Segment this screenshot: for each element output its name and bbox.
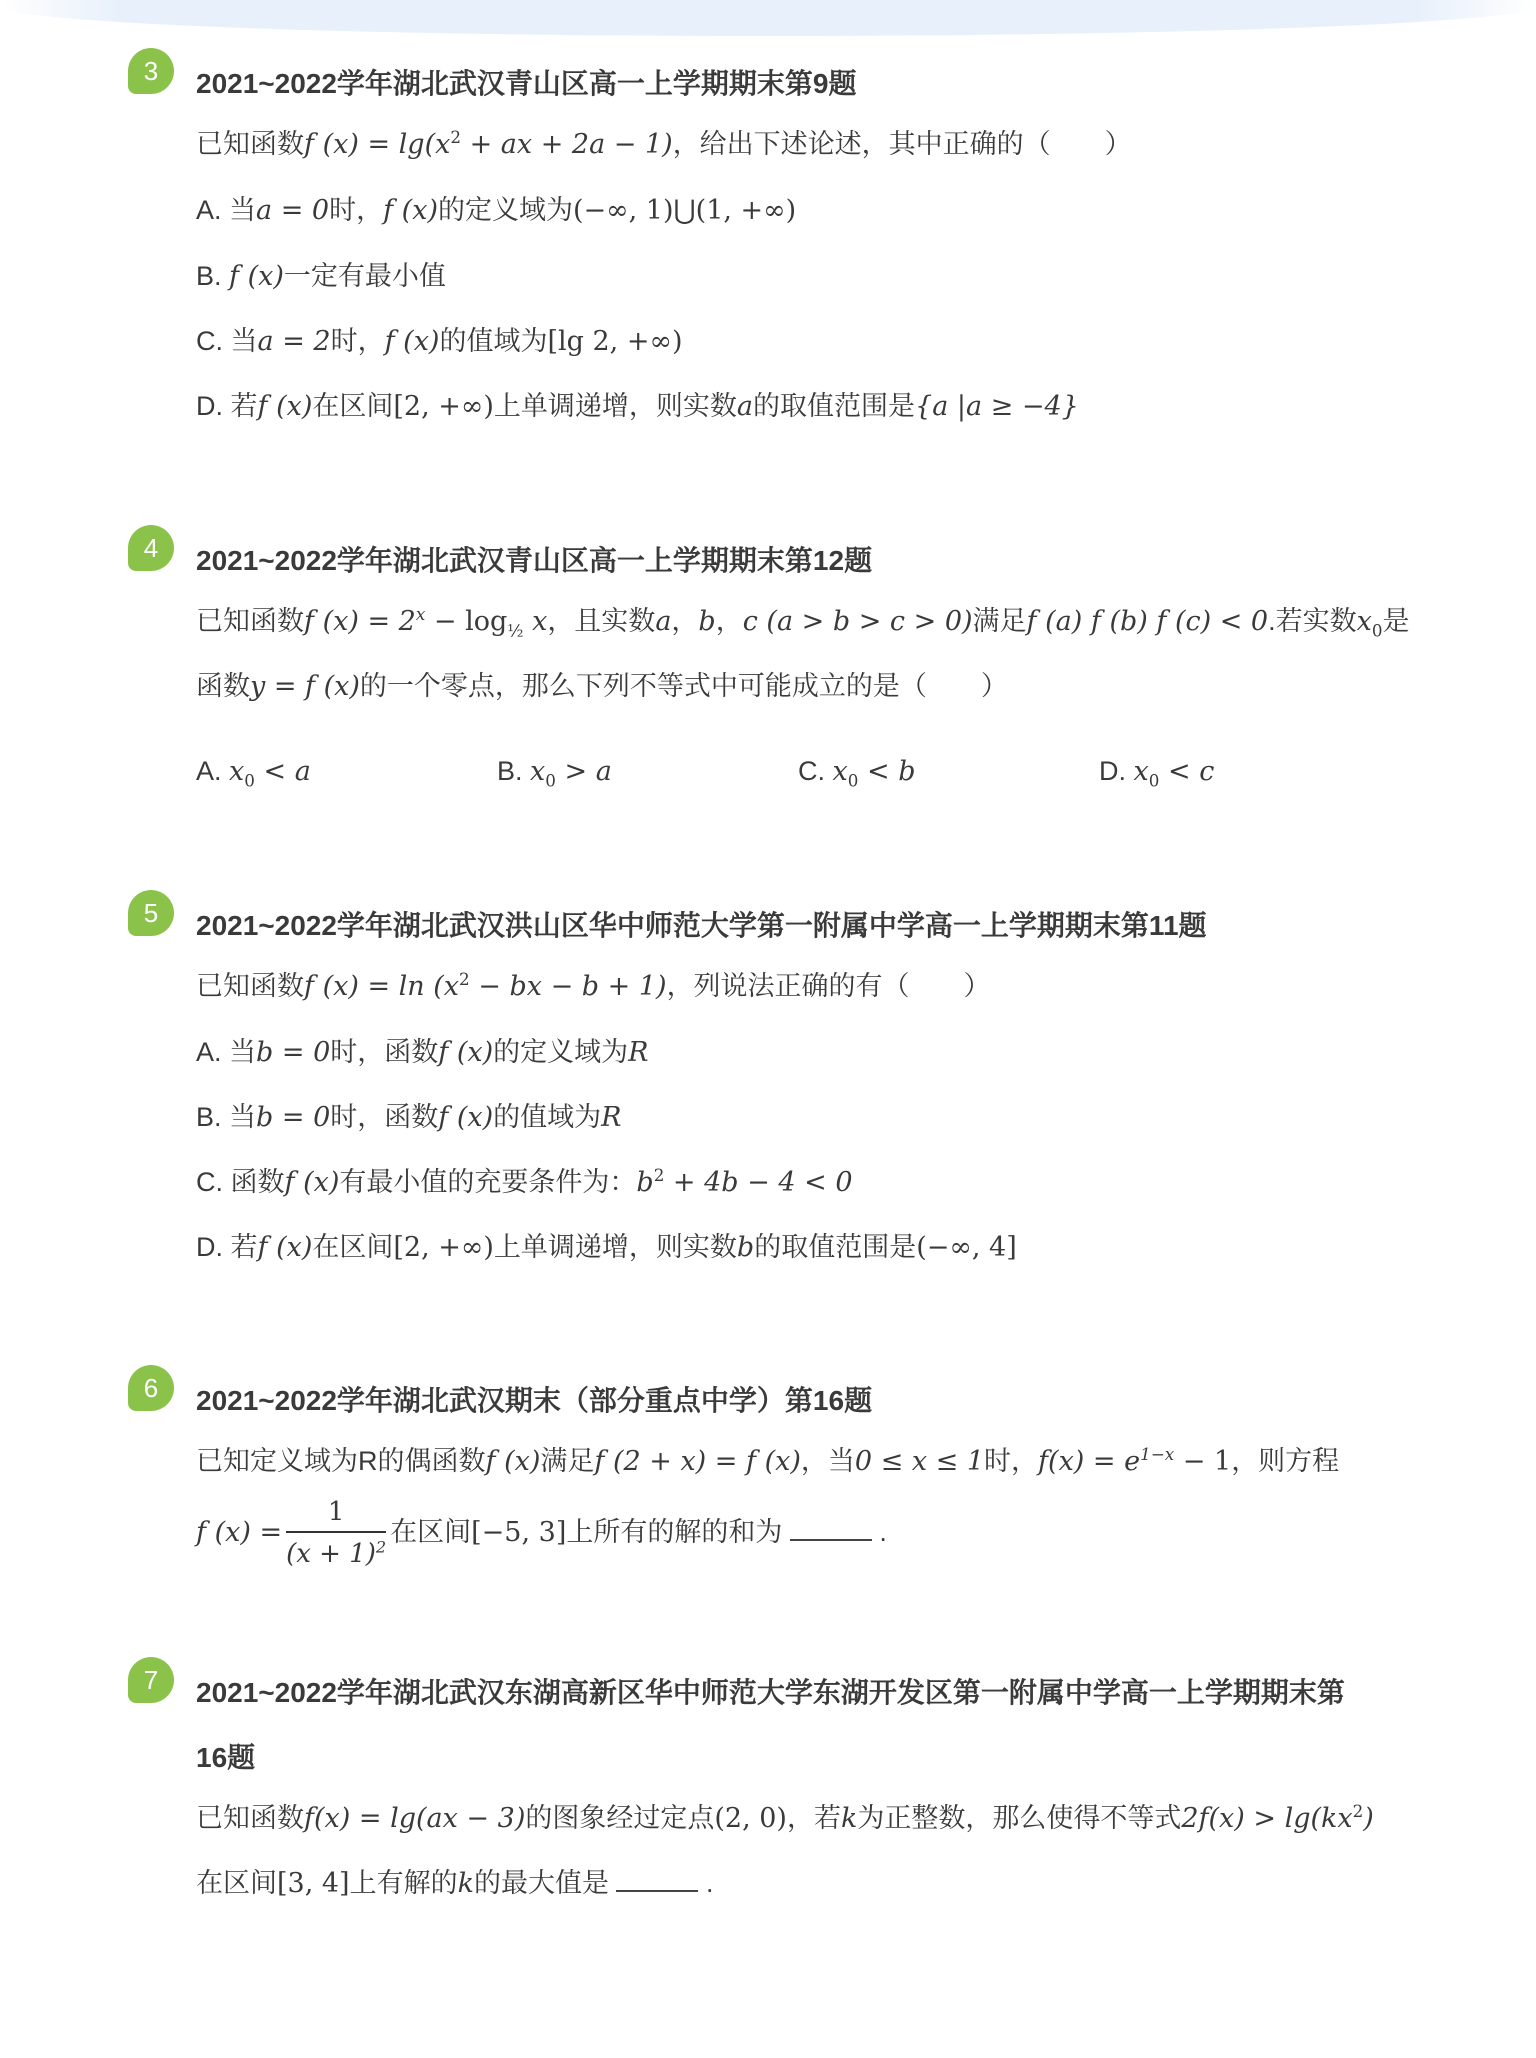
- question-title[interactable]: 2021~2022学年湖北武汉期末（部分重点中学）第16题: [196, 1385, 873, 1416]
- question-stem-line-2: 函数y = f (x)的一个零点，那么下列不等式中可能成立的是（ ）: [196, 671, 1008, 702]
- question-stem: 已知函数f $(x) = \ln (x^2$ − bx − b + 1)，列说法正确的有（ ）: [196, 969, 991, 1002]
- question-number-badge: 7: [128, 1657, 174, 1703]
- option-a[interactable]: A. $x_0 < a$: [196, 756, 311, 791]
- question-title-line-2[interactable]: 16题: [196, 1742, 256, 1773]
- option-b[interactable]: B. $x_0 > a$: [497, 756, 612, 791]
- question-stem-line-2: 在区间[3, 4]上有解的k的最大值是 .: [196, 1868, 714, 1899]
- question-number-badge: 3: [128, 48, 174, 94]
- option-c[interactable]: C. 函数f (x)有最小值的充要条件为：$b^2 + 4b - 4 < 0$: [196, 1165, 853, 1198]
- option-c[interactable]: C. 当a = 2时，f (x)的值域为[lg 2, +∞): [196, 326, 683, 357]
- question-number-badge: 6: [128, 1365, 174, 1411]
- option-d[interactable]: D. $x_0 < c$: [1099, 756, 1215, 791]
- question-title[interactable]: 2021~2022学年湖北武汉洪山区华中师范大学第一附属中学高一上学期期末第11题: [196, 910, 1207, 941]
- question-stem-line-1: 已知函数f(x) = lg(ax − 3)的图象经过定点(2, 0)，若k为正整数，那么使得不等式$2f(x) > \lg(kx^2)$: [196, 1801, 1374, 1834]
- question-number-badge: 5: [128, 890, 174, 936]
- option-b[interactable]: B. 当b = 0时，函数f (x)的值域为R: [196, 1102, 622, 1133]
- header-band: [0, 0, 1536, 36]
- question-stem-line-2: f (x) = $\frac{1}{(x + 1)^2}$ 在区间[−5, 3]上所有的解的和为 .: [196, 1492, 887, 1575]
- option-c[interactable]: C. $x_0 < b$: [798, 756, 916, 791]
- fraction: $\frac{1}{(x + 1)^2}$: [286, 1493, 386, 1575]
- question-title-line-1[interactable]: 2021~2022学年湖北武汉东湖高新区华中师范大学东湖开发区第一附属中学高一上学期期末第: [196, 1677, 1345, 1708]
- question-number-badge: 4: [128, 525, 174, 571]
- option-b[interactable]: B. f (x)一定有最小值: [196, 261, 446, 292]
- option-d[interactable]: D. 若f (x)在区间[2, +∞)上单调递增，则实数b的取值范围是(−∞, 4]: [196, 1232, 1017, 1263]
- question-stem-line-1: 已知定义域为R的偶函数f (x)满足f (2 + x) = f (x)，当0 ≤ x ≤ 1时，$f(x) = e^{1-x} - 1$，则方程: [196, 1444, 1340, 1477]
- question-title[interactable]: 2021~2022学年湖北武汉青山区高一上学期期末第9题: [196, 68, 857, 99]
- question-stem-line-1: 已知函数f $(x) = 2^x - \log_{\frac{1}{2}} x$，且实数a，b，c (a > b > c > 0)满足f (a) f (b) f (c) < 0.若实数$x_0$是: [196, 604, 1410, 641]
- option-d[interactable]: D. 若f (x)在区间[2, +∞)上单调递增，则实数a的取值范围是{a |a ≥ −4}: [196, 391, 1079, 422]
- option-a[interactable]: A. 当a = 0时，f (x)的定义域为(−∞, 1)⋃(1, +∞): [196, 195, 797, 226]
- option-a[interactable]: A. 当b = 0时，函数f (x)的定义域为R: [196, 1037, 649, 1068]
- question-title[interactable]: 2021~2022学年湖北武汉青山区高一上学期期末第12题: [196, 545, 873, 576]
- answer-blank[interactable]: [790, 1515, 872, 1541]
- question-stem: 已知函数f $(x) = \lg(x^2$ + ax + 2a − 1)，给出下述论述，其中正确的（ ）: [196, 127, 1132, 160]
- answer-blank[interactable]: [616, 1866, 698, 1892]
